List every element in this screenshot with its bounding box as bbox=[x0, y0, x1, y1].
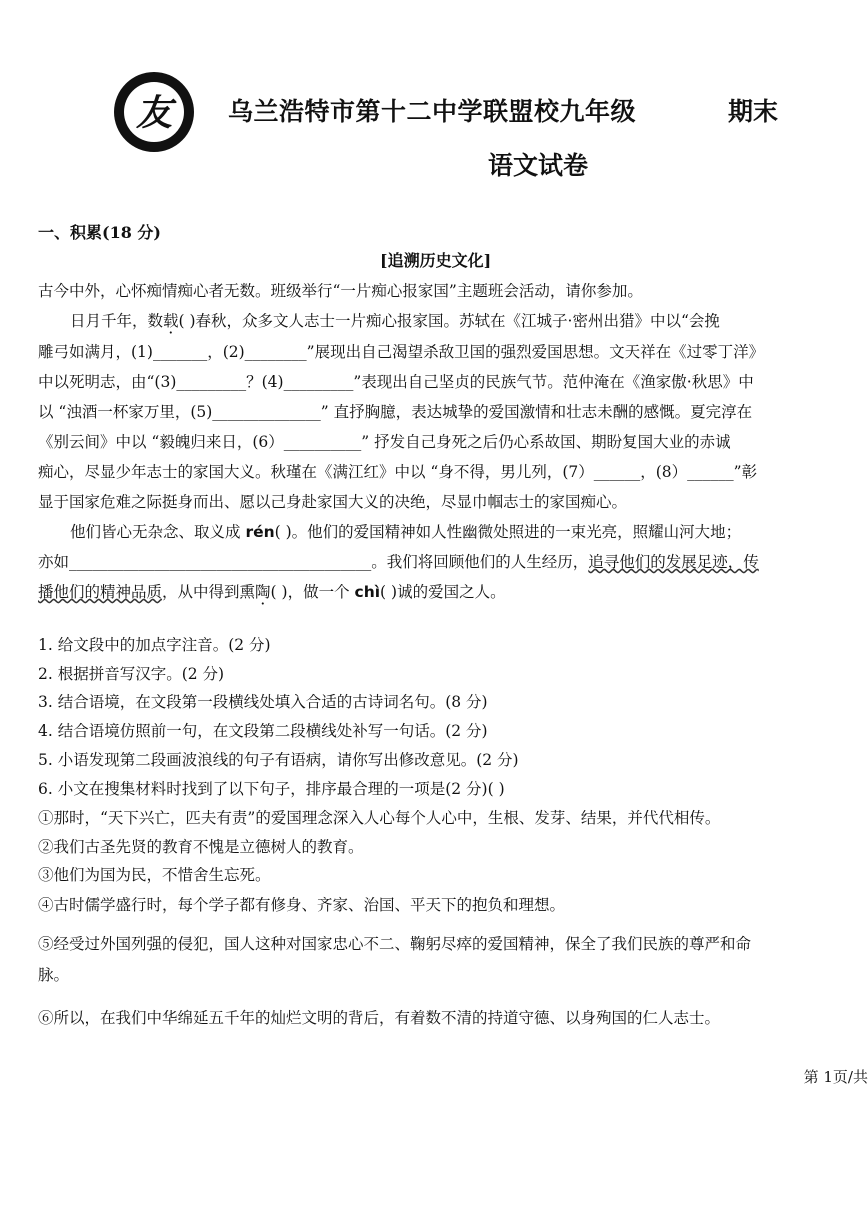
question-2: 2. 根据拼音写汉字。(2 分) bbox=[38, 665, 225, 683]
passage-p1-line6: 痴心，尽显少年志士的家国大义。秋瑾在《满江红》中以 “身不得，男儿列，(7）______，(8）______”彰 bbox=[38, 463, 758, 481]
option-2: ②我们古圣先贤的教育不愧是立德树人的教育。 bbox=[38, 838, 364, 856]
exam-title: 乌兰浩特市第十二中学联盟校九年级 bbox=[228, 97, 637, 126]
passage-p1-line2: 雕弓如满月，(1)_______，(2)________”展现出自己渴望杀敌卫国的强烈爱国思想。文天祥在《过零丁洋》 bbox=[38, 343, 765, 361]
exam-term: 期末 bbox=[728, 97, 779, 126]
question-4: 4. 结合语境仿照前一句，在文段第二段横线处补写一句话。(2 分) bbox=[38, 722, 488, 740]
wavy-underlined-text: 追寻他们的发展足迹，传 bbox=[588, 553, 759, 571]
option-6: ⑥所以，在我们中华绵延五千年的灿烂文明的背后，有着数不清的持道守德、以身殉国的仁人志士。 bbox=[38, 1009, 721, 1027]
question-5: 5. 小语发现第二段画波浪线的句子有语病，请你写出修改意见。(2 分) bbox=[38, 751, 519, 769]
passage-p2-line3: 播他们的精神品质，从中得到熏陶( )，做一个 chì( )诚的爱国之人。 bbox=[38, 583, 506, 601]
dotted-char: 陶 bbox=[255, 583, 271, 601]
option-1: ①那时，“天下兴亡，匹夫有责”的爱国理念深入人心每个人心中，生根、发芽、结果，并代代相传。 bbox=[38, 809, 721, 827]
pinyin-chi: chì bbox=[354, 583, 381, 601]
passage-p1-line4: 以 “浊酒一杯家万里，(5)______________” 直抒胸臆，表达城挚的爱国激情和壮志未酬的感慨。夏完淳在 bbox=[38, 403, 753, 421]
passage-p1-line1: 日月千年，数载( )春秋，众多文人志士一片痴心报家国。苏轼在《江城子·密州出猎》中以“会挽 bbox=[70, 312, 720, 330]
page-number: 第 1页/共 bbox=[803, 1068, 868, 1086]
question-1: 1. 给文段中的加点字注音。(2 分) bbox=[38, 636, 271, 654]
passage-p1-line7: 显于国家危难之际挺身而出、愿以己身赴家国大义的决绝，尽显巾帼志士的家国痴心。 bbox=[38, 493, 628, 511]
svg-text:友: 友 bbox=[135, 92, 173, 134]
option-5: ⑤经受过外国列强的侵犯，国人这种对国家忠心不二、鞠躬尽瘁的爱国精神，保全了我们民族的尊严和命 bbox=[38, 935, 752, 953]
option-3: ③他们为国为民，不惜舍生忘死。 bbox=[38, 866, 271, 884]
section-subheading: [追溯历史文化] bbox=[380, 251, 492, 270]
option-4: ④古时儒学盛行时，每个学子都有修身、齐家、治国、平天下的抱负和理想。 bbox=[38, 896, 566, 914]
section-heading: 一、积累(18 分) bbox=[38, 223, 161, 242]
passage-p1-line3: 中以死明志，由“(3)_________？(4)_________”表现出自己坚贞的民族气节。范仲淹在《渔家傲·秋思》中 bbox=[38, 373, 754, 391]
passage-p2-line2: 亦如_______________________________________。我们将回顾他们的人生经历，追寻他们的发展足迹，传 bbox=[38, 553, 759, 571]
wavy-underlined-text: 播他们的精神品质 bbox=[38, 583, 163, 601]
passage-p1-line5: 《别云间》中以 “毅魄归来日，(6）__________” 抒发自己身死之后仍心系故国、期盼复国大业的赤诚 bbox=[38, 433, 731, 451]
dotted-char: 载 bbox=[163, 312, 179, 330]
school-logo-icon bbox=[112, 70, 196, 154]
option-5-cont: 脉。 bbox=[38, 966, 70, 984]
question-3: 3. 结合语境，在文段第一段横线处填入合适的古诗词名句。(8 分) bbox=[38, 693, 488, 711]
passage-intro: 古今中外，心怀痴情痴心者无数。班级举行“一片痴心报家国”主题班会活动，请你参加。 bbox=[38, 282, 643, 300]
question-6: 6. 小文在搜集材料时找到了以下句子，排序最合理的一项是(2 分)( ) bbox=[38, 780, 505, 798]
pinyin-ren: rén bbox=[245, 523, 275, 541]
exam-subject: 语文试卷 bbox=[488, 151, 589, 180]
passage-p2-line1: 他们皆心无杂念、取义成 rén( )。他们的爱国精神如人性幽微处照进的一束光亮，照耀山河大地； bbox=[70, 523, 742, 541]
